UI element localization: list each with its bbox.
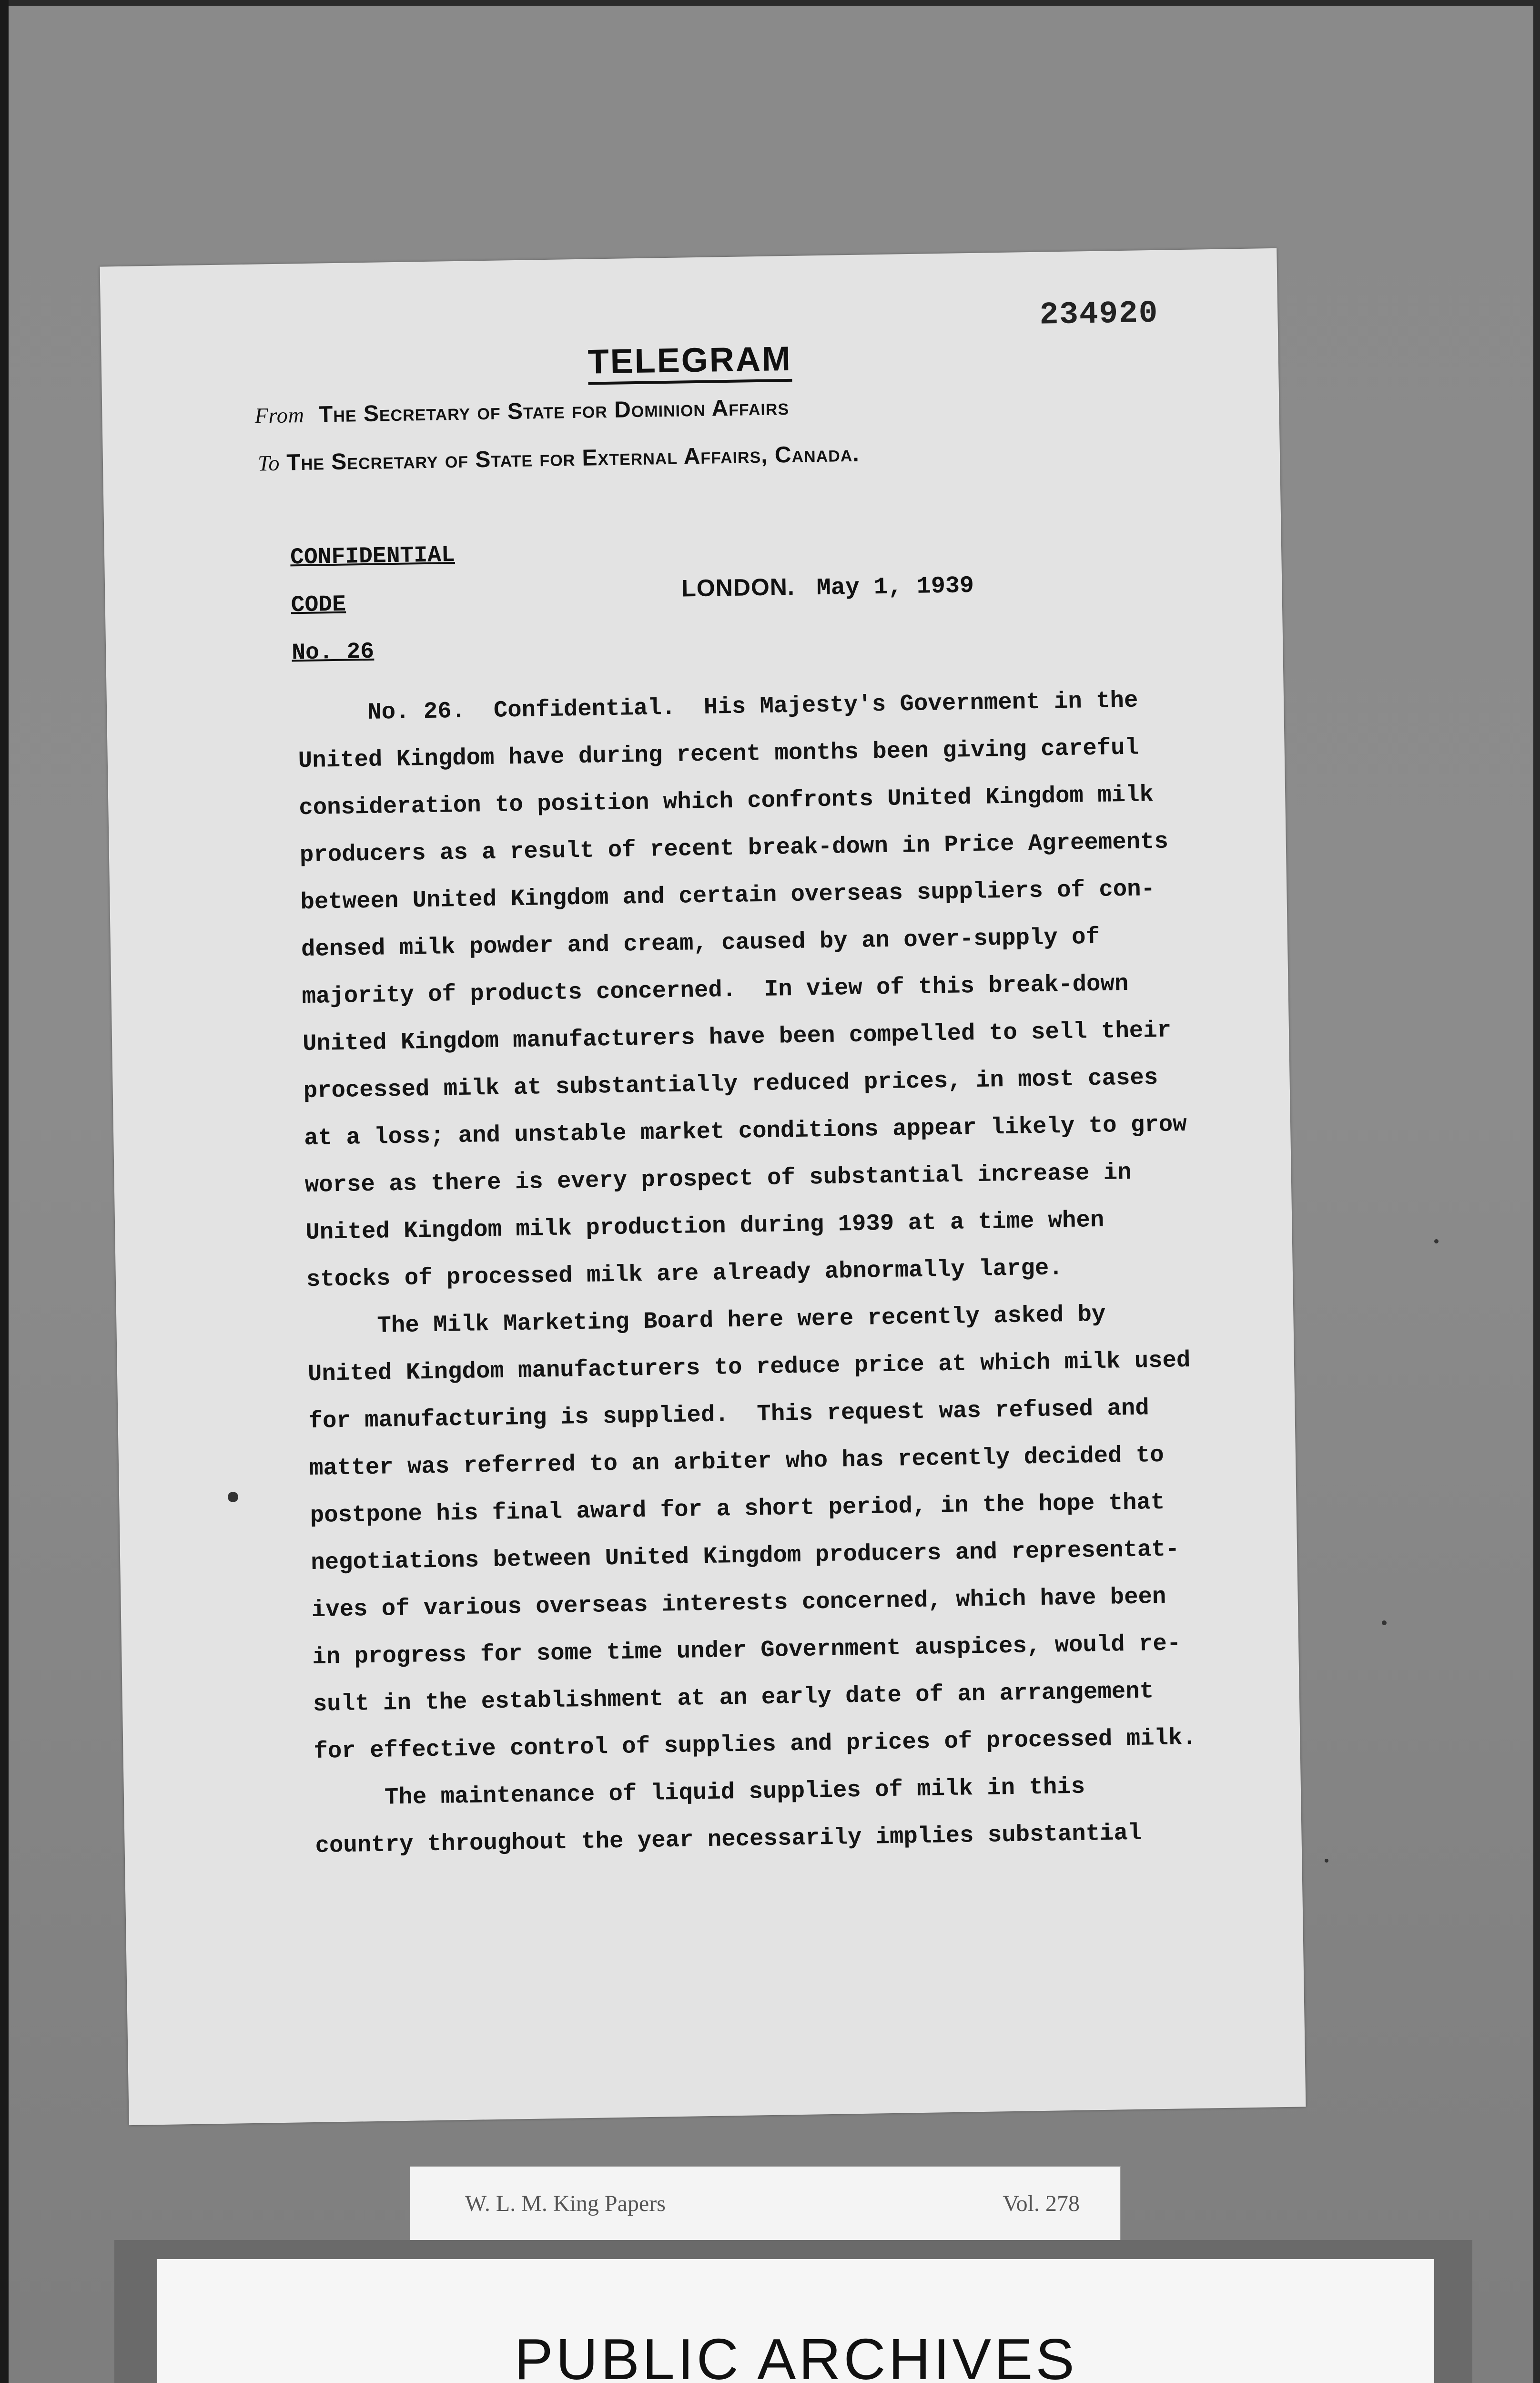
film-edge-top [0, 0, 1540, 6]
archive-line-english: PUBLIC ARCHIVES [514, 2327, 1077, 2383]
to-text: The Secretary of State for External Affairs, Canada. [286, 441, 860, 476]
ink-speck [1434, 1239, 1439, 1243]
place: LONDON. [681, 573, 795, 602]
to-label: To [257, 450, 280, 476]
reference-number: No. 26 [291, 639, 375, 666]
body-line: in progress for some time under Government auspices, would re- [312, 1630, 1181, 1670]
body-line: matter was referred to an arbiter who has recently decided to [309, 1441, 1165, 1482]
telegram-body [297, 675, 1269, 1870]
date: May 1, 1939 [816, 572, 974, 602]
body-line: stocks of processed milk are already abnormally large. [306, 1254, 1064, 1293]
body-line: for manufacturing is supplied. This request was refused and [308, 1395, 1150, 1435]
collection-name: W. L. M. King Papers [465, 2191, 666, 2216]
body-line: No. 26. Confidential. His Majesty's Government in the [297, 687, 1138, 727]
body-line: United Kingdom manufacturers to reduce price at which milk used [307, 1346, 1191, 1388]
from-text: The Secretary of State for Dominion Affairs [318, 394, 790, 428]
film-edge-left [0, 0, 9, 2383]
volume-number: Vol. 278 [1003, 2191, 1080, 2216]
body-line: The Milk Marketing Board here were recently asked by [307, 1301, 1106, 1341]
body-line: processed milk at substantially reduced prices, in most cases [303, 1064, 1158, 1105]
body-line: majority of products concerned. In view of this break-down [302, 970, 1129, 1010]
place-date [681, 570, 974, 604]
body-line: United Kingdom milk production during 1939 at a time when [305, 1206, 1104, 1246]
body-line: United Kingdom have during recent months been giving careful [298, 734, 1139, 774]
ink-speck [1325, 1859, 1328, 1863]
from-line [254, 394, 789, 429]
telegram-title-wrap [101, 332, 1278, 389]
body-line: between United Kingdom and certain overseas suppliers of con- [300, 876, 1155, 916]
body-line: country throughout the year necessarily implies substantial [315, 1819, 1142, 1859]
body-line: densed milk powder and cream, caused by an over-supply of [301, 923, 1100, 963]
body-line: The maintenance of liquid supplies of milk in this [314, 1773, 1085, 1812]
ink-speck [228, 1492, 238, 1502]
body-line: negotiations between United Kingdom producers and representat- [310, 1536, 1180, 1577]
body-line: worse as there is every prospect of substantial increase in [304, 1159, 1132, 1199]
body-line: consideration to position which confronts United Kingdom milk [298, 781, 1154, 822]
to-line [258, 441, 860, 477]
body-line: at a loss; and unstable market conditions appear likely to grow [304, 1111, 1187, 1152]
body-line: for effective control of supplies and prices of processed milk. [314, 1724, 1197, 1765]
body-line: producers as a result of recent break-down in Price Agreements [299, 828, 1169, 869]
body-line: sult in the establishment at an early date of an arrangement [313, 1678, 1154, 1718]
body-line: postpone his final award for a short period, in the hope that [310, 1488, 1165, 1529]
telegram-sheet [100, 248, 1306, 2125]
telegram-title: TELEGRAM [588, 340, 792, 385]
body-line: United Kingdom manufacturers have been compelled to sell their [302, 1017, 1172, 1058]
document-number: 234920 [1039, 295, 1159, 333]
ink-speck [1382, 1620, 1387, 1625]
archive-card [157, 2259, 1434, 2383]
classification-label: CONFIDENTIAL [290, 542, 456, 571]
code-label: CODE [291, 591, 346, 619]
from-label: From [254, 402, 305, 428]
body-line: ives of various overseas interests concerned, which have been [311, 1583, 1166, 1624]
film-edge-right [1533, 0, 1540, 2383]
